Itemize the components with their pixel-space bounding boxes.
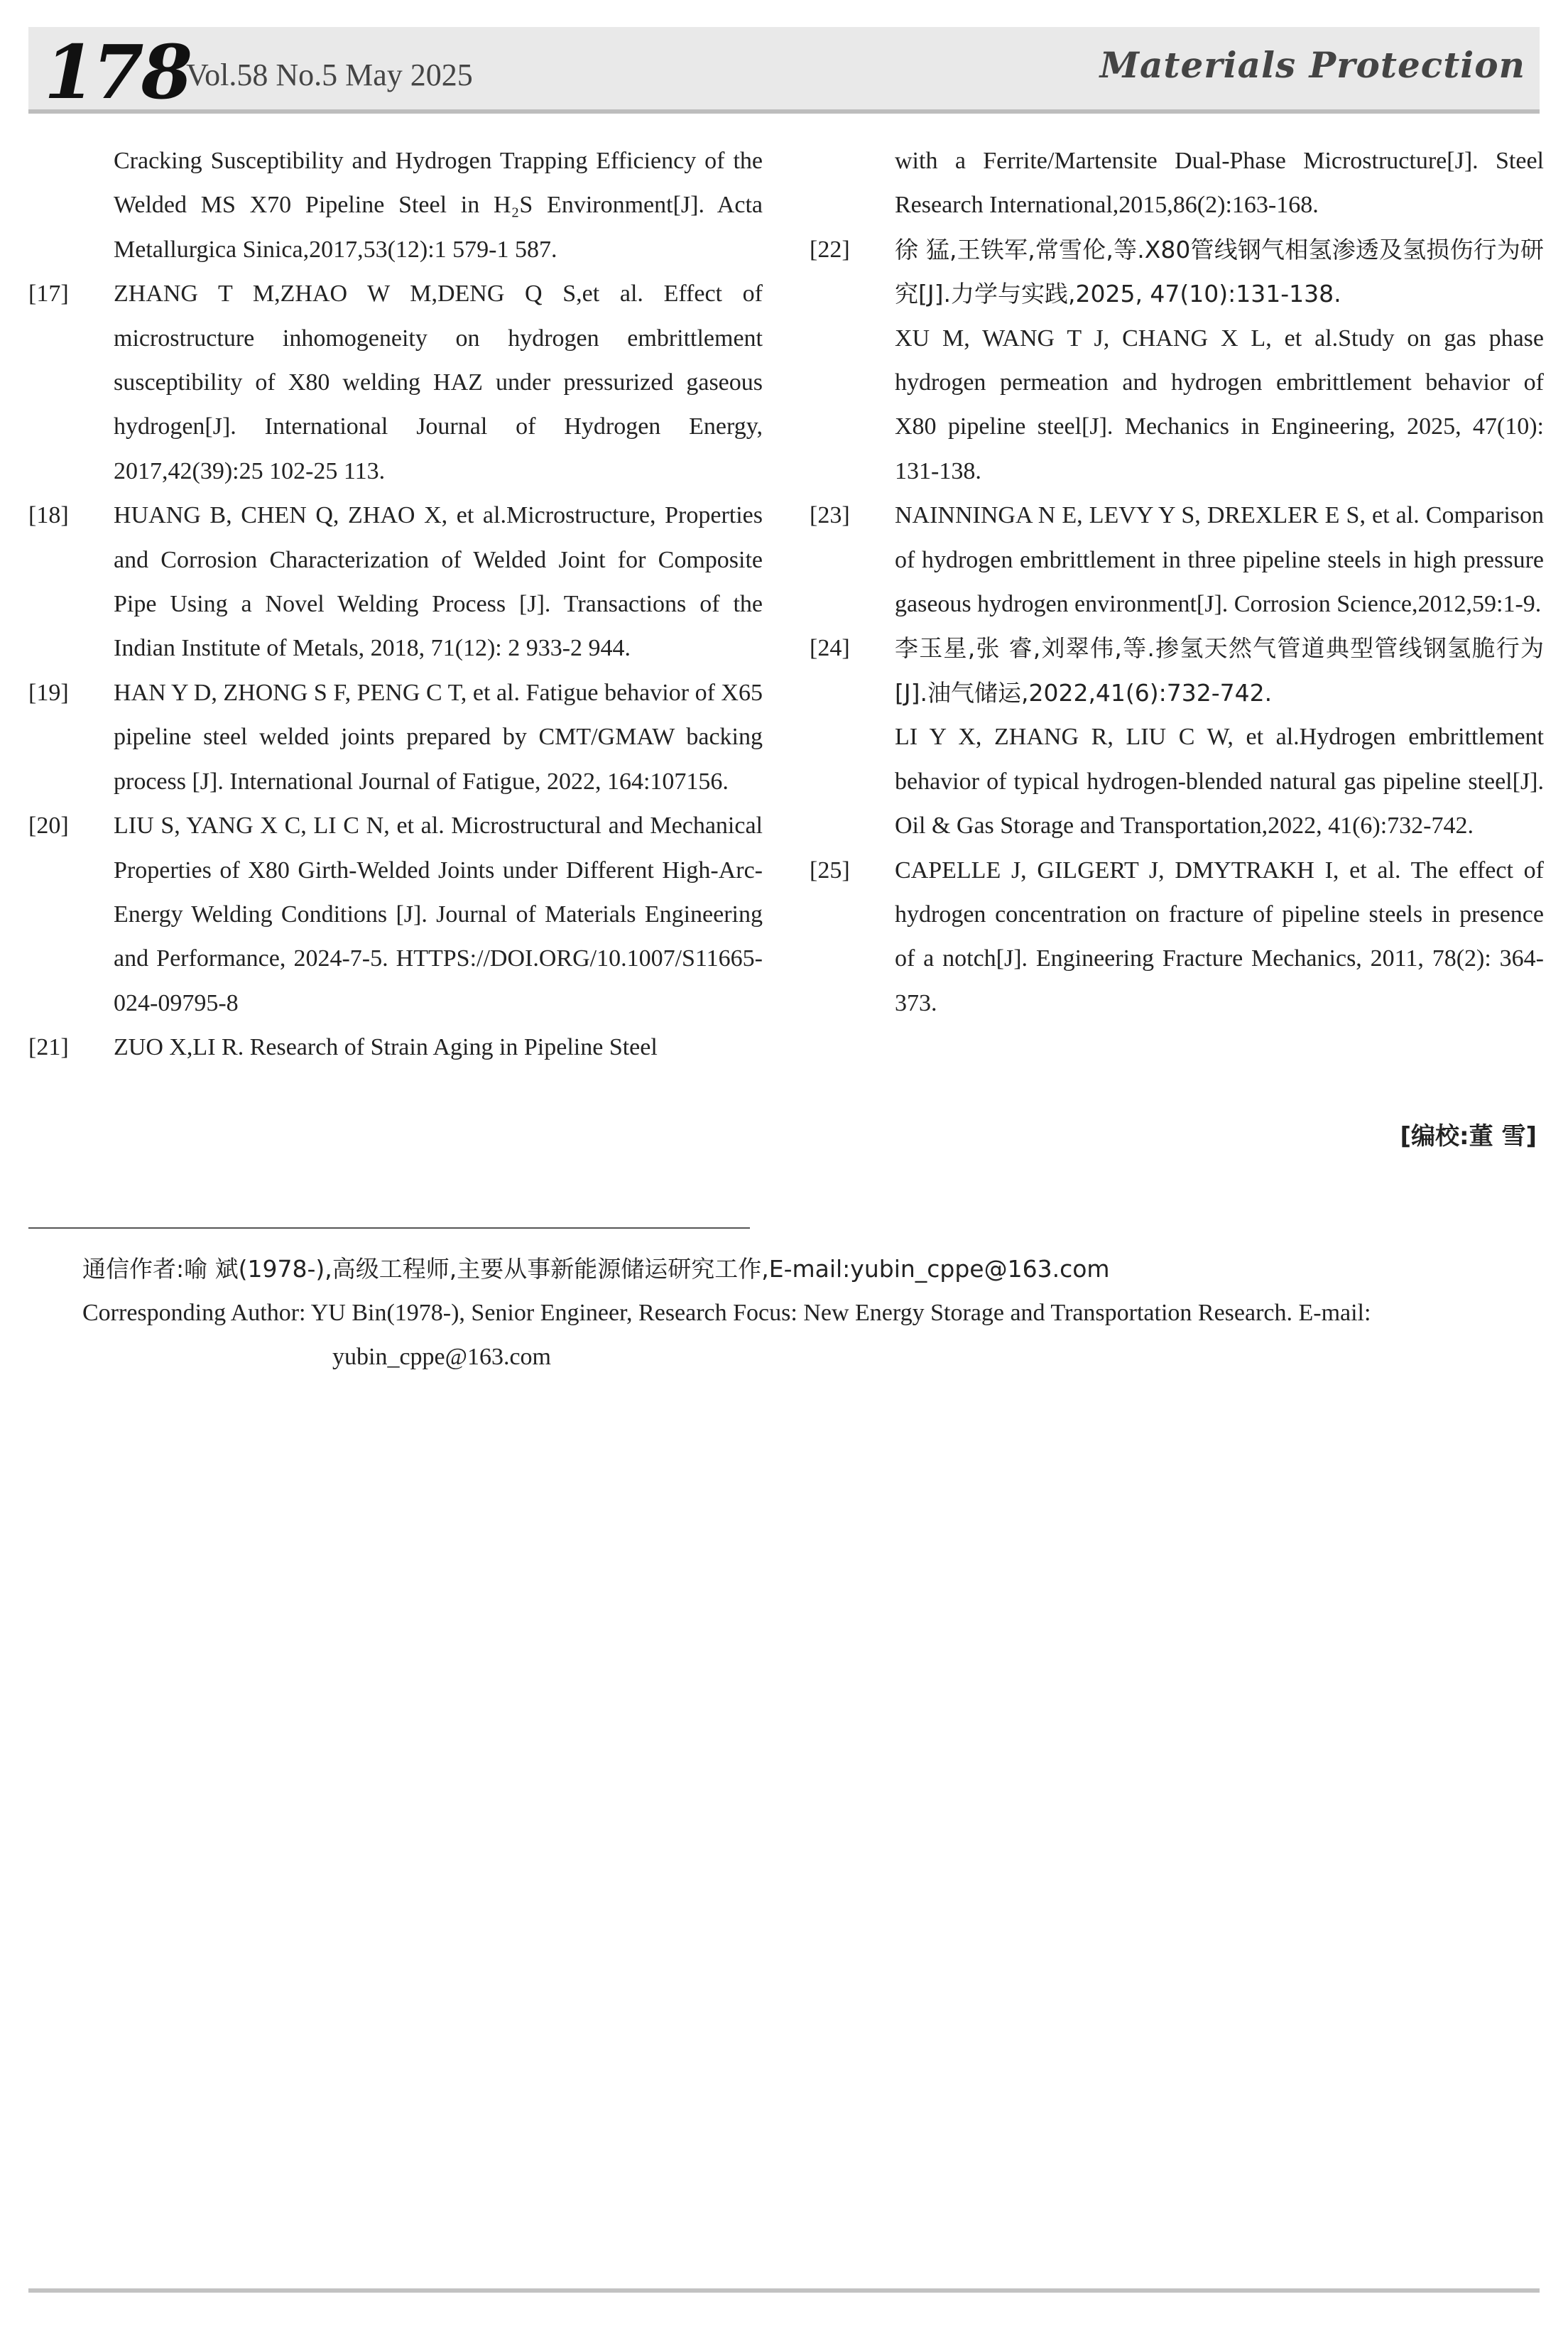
- reference-number: [23]: [810, 502, 850, 529]
- editor-note: [编校:董 雪]: [1400, 1122, 1537, 1151]
- journal-title: Materials Protection: [1099, 44, 1525, 86]
- reference-19: [28, 671, 763, 804]
- reference-chinese-text: 徐 猛,王铁军,常雪伦,等.X80管线钢气相氢渗透及氢损伤行为研究[J].力学与实践,2025, 47(10):131-138.: [895, 235, 1544, 308]
- reference-number: [24]: [810, 635, 850, 662]
- reference-20: [28, 804, 763, 1026]
- reference-text: HAN Y D, ZHONG S F, PENG C T, et al. Fatigue behavior of X65 pipeline steel welded joints prepared by CMT/GMAW backing process [J]. International Journal of Fatigue, 2022, 164:107156.: [114, 679, 763, 795]
- reference-23: [810, 494, 1544, 626]
- reference-number: [25]: [810, 857, 850, 884]
- reference-16-continued: [28, 139, 763, 272]
- reference-english-text: LI Y X, ZHANG R, LIU C W, et al.Hydrogen embrittlement behavior of typical hydrogen-blended natural gas pipeline steel[J]. Oil & Gas Storage and Transportation,2022, 41(6):732-742.: [895, 724, 1544, 840]
- reference-text: NAINNINGA N E, LEVY Y S, DREXLER E S, et al. Comparison of hydrogen embrittlement in three pipeline steels in high pressure gaseous hydrogen environment[J]. Corrosion Science,2012,59:1-9.: [895, 502, 1544, 618]
- reference-22: [810, 228, 1544, 494]
- reference-english-text: XU M, WANG T J, CHANG X L, et al.Study on gas phase hydrogen permeation and hydrogen embrittlement behavior of X80 pipeline steel[J]. Mechanics in Engineering, 2025, 47(10): 131-138.: [895, 325, 1544, 484]
- footnote-rule: [28, 1227, 750, 1229]
- page-number: 178: [44, 28, 190, 116]
- reference-18: [28, 494, 763, 671]
- reference-number: [19]: [28, 679, 69, 706]
- header-rule: [28, 109, 1540, 114]
- reference-21: [28, 1026, 763, 1070]
- reference-number: [17]: [28, 281, 69, 308]
- reference-number: [22]: [810, 236, 850, 263]
- reference-number: [21]: [28, 1034, 69, 1061]
- issue-info: Vol.58 No.5 May 2025: [186, 58, 473, 92]
- references-right-column: [810, 139, 1544, 1026]
- reference-text: [895, 228, 1544, 494]
- corresponding-author-footnote: [82, 1247, 1538, 1379]
- page-bottom-rule: [28, 2288, 1540, 2293]
- reference-21-continued: [810, 139, 1544, 228]
- reference-text: ZUO X,LI R. Research of Strain Aging in Pipeline Steel: [114, 1034, 658, 1061]
- footnote-chinese: 通信作者:喻 斌(1978-),高级工程师,主要从事新能源储运研究工作,E-mail:yubin_cppe@163.com: [82, 1255, 1110, 1283]
- reference-text: Cracking Susceptibility and Hydrogen Trapping Efficiency of the Welded MS X70 Pipeline Steel in H₂S Environment[J]. Acta Metallurgica Sinica,2017,53(12):1 579-1 587.: [114, 148, 763, 263]
- reference-25: [810, 849, 1544, 1026]
- footnote-email: yubin_cppe@163.com: [332, 1344, 551, 1370]
- reference-text: ZHANG T M,ZHAO W M,DENG Q S,et al. Effect of microstructure inhomogeneity on hydrogen embrittlement susceptibility of X80 welding HAZ under pressurized gaseous hydrogen[J]. International Journal of Hydrogen Energy, 2017,42(39):25 102-25 113.: [114, 281, 763, 484]
- footnote-english: Corresponding Author: YU Bin(1978-), Senior Engineer, Research Focus: New Energy Storage and Transportation Research. E-mail:: [82, 1300, 1371, 1326]
- reference-number: [18]: [28, 502, 69, 529]
- reference-text: with a Ferrite/Martensite Dual-Phase Microstructure[J]. Steel Research International,2015,86(2):163-168.: [895, 148, 1544, 219]
- reference-text: [895, 626, 1544, 848]
- references-left-column: [28, 139, 763, 1070]
- reference-chinese-text: 李玉星,张 睿,刘翠伟,等.掺氢天然气管道典型管线钢氢脆行为[J].油气储运,2022,41(6):732-742.: [895, 634, 1544, 707]
- reference-number: [20]: [28, 813, 69, 840]
- reference-text: HUANG B, CHEN Q, ZHAO X, et al.Microstructure, Properties and Corrosion Characterization of Welded Joint for Composite Pipe Using a Novel Welding Process [J]. Transactions of the Indian Institute of Metals, 2018, 71(12): 2 933-2 944.: [114, 502, 763, 662]
- reference-17: [28, 272, 763, 494]
- reference-text: CAPELLE J, GILGERT J, DMYTRAKH I, et al. The effect of hydrogen concentration on fracture of pipeline steels in presence of a notch[J]. Engineering Fracture Mechanics, 2011, 78(2): 364-373.: [895, 857, 1544, 1016]
- reference-text: LIU S, YANG X C, LI C N, et al. Microstructural and Mechanical Properties of X80 Girth-Welded Joints under Different High-Arc-Energy Welding Conditions [J]. Journal of Materials Engineering and Performance, 2024-7-5. HTTPS://DOI.ORG/10.1007/S11665-024-09795-8: [114, 813, 763, 1016]
- reference-24: [810, 626, 1544, 848]
